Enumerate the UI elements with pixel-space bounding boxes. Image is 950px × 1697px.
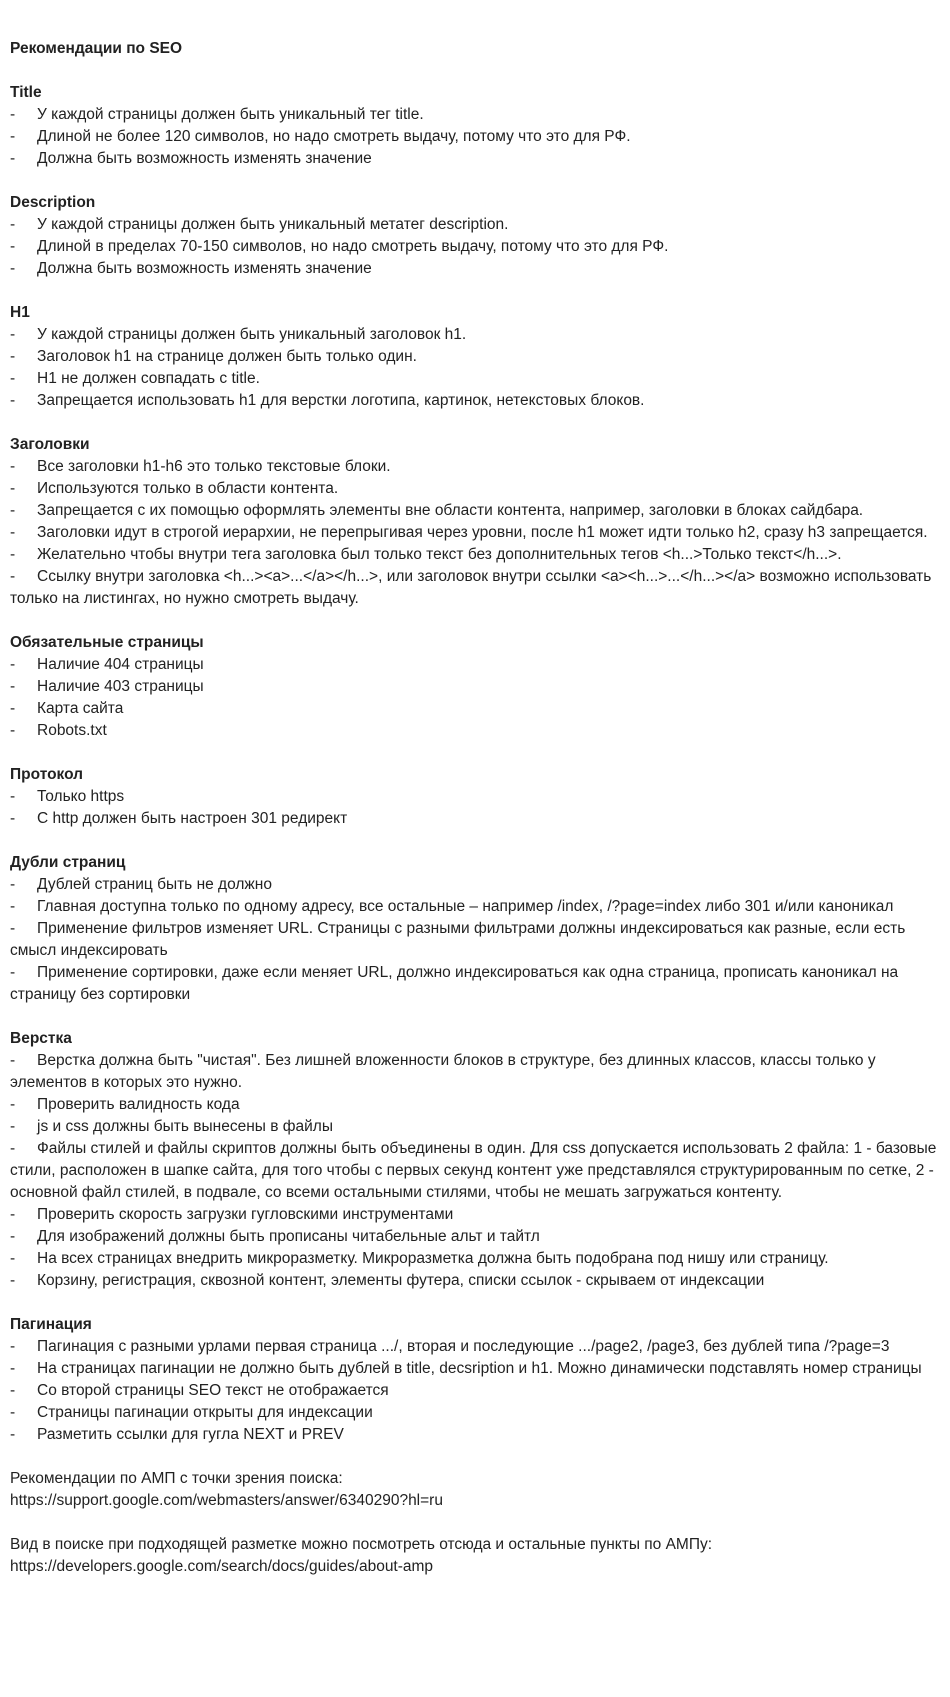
section [10, 1028, 940, 1292]
list-item-text: Должна быть возможность изменять значение [37, 150, 372, 167]
list-item [10, 104, 940, 126]
list-item [10, 1380, 940, 1402]
list-item-text: Длиной не более 120 символов, но надо смотреть выдачу, потому что это для РФ. [37, 128, 631, 145]
list-item-text: С http должен быть настроен 301 редирект [37, 810, 348, 827]
list-item-text: Страницы пагинации открыты для индексации [37, 1404, 373, 1421]
list-item-text: Наличие 403 страницы [37, 678, 204, 695]
list-item [10, 456, 940, 478]
list-dash: - [10, 1360, 16, 1377]
list-dash: - [10, 524, 16, 541]
list-item [10, 676, 940, 698]
list-item [10, 720, 940, 742]
list-item [10, 1248, 940, 1270]
list-dash: - [10, 546, 16, 563]
list-item-text: Заголовки идут в строгой иерархии, не перепрыгивая через уровни, после h1 может идти только h2, сразу h3 запрещается. [37, 524, 928, 541]
list-dash: - [10, 1228, 16, 1245]
list-dash: - [10, 678, 16, 695]
list-item [10, 1358, 940, 1380]
note-block [10, 1468, 940, 1512]
list-dash: - [10, 238, 16, 255]
list-item-text: Корзину, регистрация, сквозной контент, элементы футера, списки ссылок - скрываем от индексации [37, 1272, 765, 1289]
list-item-text: Применение сортировки, даже если меняет URL, должно индексироваться как одна страница, прописать каноникал на страницу без сортировки [10, 964, 899, 1003]
list-item [10, 1138, 940, 1204]
list-item-text: Только https [37, 788, 125, 805]
list-dash: - [10, 370, 16, 387]
list-item-text: Применение фильтров изменяет URL. Страницы с разными фильтрами должны индексироваться как разные, если есть смысл индексировать [10, 920, 906, 959]
list-item-text: У каждой страницы должен быть уникальный метатег description. [37, 216, 509, 233]
sections-container [10, 82, 940, 1446]
list-dash: - [10, 1118, 16, 1135]
section [10, 852, 940, 1006]
section [10, 192, 940, 280]
list-item-text: Запрещается использовать h1 для верстки логотипа, картинок, нетекстовых блоков. [37, 392, 645, 409]
list-item [10, 1336, 940, 1358]
list-item [10, 1094, 940, 1116]
list-item [10, 522, 940, 544]
list-dash: - [10, 568, 16, 585]
list-dash: - [10, 656, 16, 673]
list-item [10, 1050, 940, 1094]
list-dash: - [10, 1250, 16, 1267]
list-item [10, 544, 940, 566]
list-item [10, 236, 940, 258]
list-item-text: Все заголовки h1-h6 это только текстовые блоки. [37, 458, 391, 475]
list-dash: - [10, 700, 16, 717]
list-item [10, 346, 940, 368]
list-item-text: Карта сайта [37, 700, 124, 717]
section [10, 764, 940, 830]
section-heading: H1 [10, 304, 30, 321]
list-dash: - [10, 1272, 16, 1289]
list-item-text: Дублей страниц быть не должно [37, 876, 272, 893]
list-item [10, 1226, 940, 1248]
list-item-text: Главная доступна только по одному адресу, все остальные – например /index, /?page=index либо 301 и/или каноникал [37, 898, 894, 915]
section [10, 82, 940, 170]
list-item [10, 566, 940, 610]
list-dash: - [10, 1426, 16, 1443]
list-item-text: Длиной в пределах 70-150 символов, но надо смотреть выдачу, потому что это для РФ. [37, 238, 669, 255]
list-item-text: Ссылку внутри заголовка <h...><a>...</a></h...>, или заголовок внутри ссылки <a><h...>...</h...></a> возможно использовать только на листингах, но нужно смотреть выдачу. [10, 568, 932, 607]
list-item [10, 808, 940, 830]
list-item [10, 874, 940, 896]
list-item [10, 962, 940, 1006]
list-dash: - [10, 876, 16, 893]
list-dash: - [10, 458, 16, 475]
list-item-text: Проверить скорость загрузки гугловскими инструментами [37, 1206, 454, 1223]
list-item-text: Файлы стилей и файлы скриптов должны быть объединены в один. Для css допускается использовать 2 файла: 1 - базовые стили, расположен в шапке сайта, для того чтобы с первых секунд контент уже представлялся структурированным по сетке, 2 - основной файл стилей, в подвале, со всеми остальными стилями, чтобы не мешать загружаться контенту. [10, 1140, 937, 1201]
list-dash: - [10, 898, 16, 915]
list-dash: - [10, 128, 16, 145]
list-dash: - [10, 216, 16, 233]
list-item-text: H1 не должен совпадать с title. [37, 370, 260, 387]
list-item [10, 698, 940, 720]
section-heading: Пагинация [10, 1316, 92, 1333]
section-heading: Заголовки [10, 436, 90, 453]
list-item [10, 126, 940, 148]
section [10, 632, 940, 742]
section [10, 1314, 940, 1446]
list-item-text: Должна быть возможность изменять значение [37, 260, 372, 277]
list-item-text: Для изображений должны быть прописаны читабельные альт и тайтл [37, 1228, 540, 1245]
section-heading: Протокол [10, 766, 84, 783]
list-item-text: Разметить ссылки для гугла NEXT и PREV [37, 1426, 344, 1443]
list-item-text: Проверить валидность кода [37, 1096, 240, 1113]
list-item-text: Верстка должна быть "чистая". Без лишней вложенности блоков в структуре, без длинных классов, классы только у элементов в которых это нужно. [10, 1052, 876, 1091]
list-dash: - [10, 260, 16, 277]
note-link[interactable]: https://support.google.com/webmasters/answer/6340290?hl=ru [10, 1492, 443, 1509]
list-item [10, 786, 940, 808]
list-item [10, 896, 940, 918]
list-item-text: Со второй страницы SEO текст не отображается [37, 1382, 389, 1399]
list-item-text: Используются только в области контента. [37, 480, 339, 497]
section-heading: Верстка [10, 1030, 72, 1047]
notes-container [10, 1468, 940, 1578]
list-item-text: Заголовок h1 на странице должен быть только один. [37, 348, 417, 365]
list-dash: - [10, 1140, 16, 1157]
list-dash: - [10, 964, 16, 981]
list-item-text: У каждой страницы должен быть уникальный тег title. [37, 106, 424, 123]
list-item [10, 324, 940, 346]
list-dash: - [10, 392, 16, 409]
list-dash: - [10, 326, 16, 343]
list-item-text: У каждой страницы должен быть уникальный заголовок h1. [37, 326, 467, 343]
list-dash: - [10, 722, 16, 739]
list-dash: - [10, 150, 16, 167]
list-item-text: Запрещается с их помощью оформлять элементы вне области контента, например, заголовки в блоках сайдбара. [37, 502, 864, 519]
list-item [10, 918, 940, 962]
list-item [10, 654, 940, 676]
note-block [10, 1534, 940, 1578]
list-dash: - [10, 1382, 16, 1399]
list-item [10, 1270, 940, 1292]
section-heading: Description [10, 194, 96, 211]
list-item [10, 214, 940, 236]
list-dash: - [10, 920, 16, 937]
section [10, 434, 940, 610]
list-item [10, 1402, 940, 1424]
list-item-text: Наличие 404 страницы [37, 656, 204, 673]
section-heading: Дубли страниц [10, 854, 126, 871]
list-item [10, 368, 940, 390]
note-text: Рекомендации по АМП с точки зрения поиска: [10, 1470, 343, 1487]
list-item [10, 500, 940, 522]
document-title: Рекомендации по SEO [10, 40, 183, 57]
list-dash: - [10, 1096, 16, 1113]
list-dash: - [10, 1206, 16, 1223]
list-item-text: На страницах пагинации не должно быть дублей в title, decsription и h1. Можно динамически подставлять номер страницы [37, 1360, 922, 1377]
list-item [10, 258, 940, 280]
list-item [10, 148, 940, 170]
list-dash: - [10, 788, 16, 805]
list-item [10, 1204, 940, 1226]
list-item-text: js и css должны быть вынесены в файлы [37, 1118, 333, 1135]
list-dash: - [10, 1338, 16, 1355]
list-item [10, 1424, 940, 1446]
section-heading: Обязательные страницы [10, 634, 204, 651]
note-text: Вид в поиске при подходящей разметке можно посмотреть отсюда и остальные пункты по АМПу: [10, 1536, 713, 1553]
list-dash: - [10, 106, 16, 123]
list-dash: - [10, 1052, 16, 1069]
list-item-text: На всех страницах внедрить микроразметку. Микроразметка должна быть подобрана под нишу или страницу. [37, 1250, 829, 1267]
list-dash: - [10, 480, 16, 497]
section-heading: Title [10, 84, 42, 101]
list-item-text: Robots.txt [37, 722, 107, 739]
list-dash: - [10, 348, 16, 365]
list-item-text: Желательно чтобы внутри тега заголовка был только текст без дополнительных тегов <h...>Только текст</h...>. [37, 546, 842, 563]
list-item [10, 390, 940, 412]
list-item [10, 478, 940, 500]
list-dash: - [10, 1404, 16, 1421]
list-dash: - [10, 502, 16, 519]
list-item [10, 1116, 940, 1138]
section [10, 302, 940, 412]
note-link[interactable]: https://developers.google.com/search/docs/guides/about-amp [10, 1558, 434, 1575]
list-dash: - [10, 810, 16, 827]
list-item-text: Пагинация с разными урлами первая страница .../, вторая и последующие .../page2, /page3, без дублей типа /?page=3 [37, 1338, 890, 1355]
